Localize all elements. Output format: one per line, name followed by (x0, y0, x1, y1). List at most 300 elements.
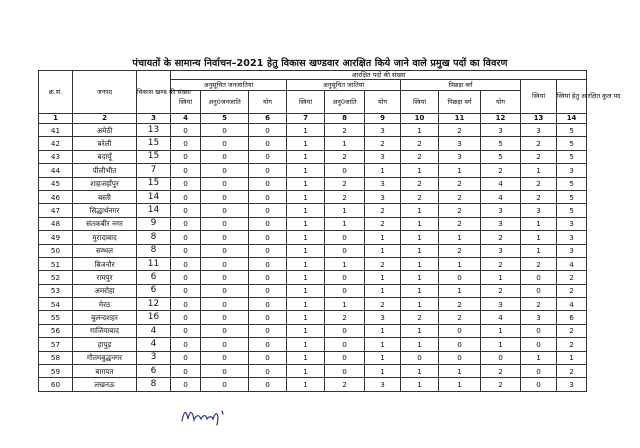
cell-sc-women: 1 (287, 378, 325, 391)
table-row (39, 378, 587, 391)
cell-blocks: 14 (137, 190, 171, 203)
cell-district: मुरादाबाद (73, 231, 137, 244)
table-row (39, 271, 587, 284)
cell-sc-caste: 0 (325, 284, 365, 297)
header-obc-group: पिछड़ा वर्ग (401, 80, 521, 91)
cell-district: सिद्धार्थनगर (73, 204, 137, 217)
cell-obc-women: 1 (401, 324, 439, 337)
cell-sc-women: 1 (287, 137, 325, 150)
cell-obc-total: 0 (481, 351, 521, 364)
cell-blocks: 6 (137, 284, 171, 297)
cell-st-women: 0 (171, 324, 201, 337)
cell-st-women: 0 (171, 365, 201, 378)
table-row (39, 244, 587, 257)
cell-st-tribe: 0 (201, 137, 249, 150)
cell-st-total: 0 (249, 244, 287, 257)
cell-st-total: 0 (249, 257, 287, 270)
cell-sc-women: 1 (287, 311, 325, 324)
cell-sc-women: 1 (287, 284, 325, 297)
cell-women-reserved-total: 6 (557, 311, 587, 324)
cell-women: 0 (521, 284, 557, 297)
cell-blocks: 8 (137, 378, 171, 391)
cell-obc-total: 1 (481, 271, 521, 284)
cell-obc-class: 1 (439, 284, 481, 297)
cell-obc-class: 1 (439, 231, 481, 244)
cell-women: 2 (521, 150, 557, 163)
cell-women: 3 (521, 124, 557, 137)
cell-blocks: 16 (137, 311, 171, 324)
cell-obc-class: 0 (439, 324, 481, 337)
cell-st-women: 0 (171, 217, 201, 230)
cell-women-reserved-total: 2 (557, 271, 587, 284)
cell-st-women: 0 (171, 298, 201, 311)
header-sc-total: योग (365, 91, 401, 114)
header-st-group: अनुसूचित जनजातियां (171, 80, 287, 91)
header-sc-caste: अनु0जाति (325, 91, 365, 114)
cell-women-reserved-total: 5 (557, 137, 587, 150)
cell-st-total: 0 (249, 137, 287, 150)
cell-serial: 41 (39, 124, 73, 137)
cell-obc-women: 1 (401, 378, 439, 391)
cell-sc-total: 1 (365, 284, 401, 297)
cell-sc-total: 3 (365, 177, 401, 190)
cell-obc-class: 0 (439, 351, 481, 364)
cell-women-reserved-total: 5 (557, 177, 587, 190)
cell-st-total: 0 (249, 190, 287, 203)
signature-mark (180, 405, 240, 427)
cell-sc-total: 1 (365, 338, 401, 351)
cell-st-tribe: 0 (201, 190, 249, 203)
cell-sc-caste: 0 (325, 231, 365, 244)
cell-st-tribe: 0 (201, 204, 249, 217)
header-serial: क्र.सं. (39, 71, 73, 114)
cell-serial: 58 (39, 351, 73, 364)
cell-st-tribe: 0 (201, 257, 249, 270)
column-number: 1 (39, 114, 73, 124)
table-row (39, 284, 587, 297)
cell-st-tribe: 0 (201, 298, 249, 311)
column-number: 12 (481, 114, 521, 124)
cell-obc-total: 1 (481, 338, 521, 351)
cell-blocks: 4 (137, 324, 171, 337)
cell-women-reserved-total: 3 (557, 164, 587, 177)
column-number: 5 (201, 114, 249, 124)
cell-sc-total: 1 (365, 231, 401, 244)
cell-obc-women: 1 (401, 298, 439, 311)
cell-women-reserved-total: 1 (557, 351, 587, 364)
cell-women: 0 (521, 271, 557, 284)
cell-st-women: 0 (171, 231, 201, 244)
cell-serial: 52 (39, 271, 73, 284)
cell-serial: 48 (39, 217, 73, 230)
cell-women: 3 (521, 311, 557, 324)
cell-women: 0 (521, 324, 557, 337)
header-st-tribe: अनु0जनजाति (201, 91, 249, 114)
cell-st-tribe: 0 (201, 311, 249, 324)
cell-women-reserved-total: 4 (557, 298, 587, 311)
cell-blocks: 4 (137, 338, 171, 351)
cell-sc-caste: 1 (325, 217, 365, 230)
cell-st-women: 0 (171, 177, 201, 190)
cell-district: गाजियाबाद (73, 324, 137, 337)
cell-st-women: 0 (171, 284, 201, 297)
cell-district: संतकबीर नगर (73, 217, 137, 230)
cell-obc-class: 2 (439, 244, 481, 257)
cell-women-reserved-total: 5 (557, 204, 587, 217)
cell-obc-class: 1 (439, 257, 481, 270)
cell-st-tribe: 0 (201, 271, 249, 284)
cell-serial: 60 (39, 378, 73, 391)
cell-blocks: 12 (137, 298, 171, 311)
cell-women: 1 (521, 217, 557, 230)
cell-obc-class: 2 (439, 177, 481, 190)
cell-blocks: 8 (137, 231, 171, 244)
cell-st-tribe: 0 (201, 338, 249, 351)
cell-obc-class: 1 (439, 164, 481, 177)
header-sc-women: स्त्रियां (287, 91, 325, 114)
cell-serial: 42 (39, 137, 73, 150)
table-row (39, 311, 587, 324)
cell-sc-caste: 0 (325, 351, 365, 364)
cell-sc-caste: 1 (325, 298, 365, 311)
cell-obc-total: 2 (481, 365, 521, 378)
cell-st-women: 0 (171, 124, 201, 137)
cell-obc-women: 1 (401, 204, 439, 217)
column-number: 3 (137, 114, 171, 124)
cell-sc-total: 2 (365, 137, 401, 150)
header-block-count: विकास खण्ड की संख्या (137, 71, 171, 114)
header-obc-total: योग (481, 91, 521, 114)
header-st-total: योग (249, 91, 287, 114)
cell-district: गौतमबुद्धनगर (73, 351, 137, 364)
cell-st-total: 0 (249, 150, 287, 163)
cell-women: 2 (521, 137, 557, 150)
table-row (39, 298, 587, 311)
cell-obc-women: 2 (401, 190, 439, 203)
cell-obc-total: 2 (481, 231, 521, 244)
table-row (39, 365, 587, 378)
cell-st-total: 0 (249, 124, 287, 137)
column-number: 9 (365, 114, 401, 124)
cell-women: 1 (521, 351, 557, 364)
cell-obc-total: 5 (481, 137, 521, 150)
cell-women: 0 (521, 378, 557, 391)
cell-obc-women: 0 (401, 351, 439, 364)
cell-st-total: 0 (249, 271, 287, 284)
cell-women-reserved-total: 5 (557, 190, 587, 203)
cell-district: अमेठी (73, 124, 137, 137)
cell-obc-women: 1 (401, 124, 439, 137)
table-row (39, 351, 587, 364)
cell-obc-total: 4 (481, 177, 521, 190)
cell-sc-total: 3 (365, 124, 401, 137)
cell-serial: 49 (39, 231, 73, 244)
cell-women-reserved-total: 3 (557, 244, 587, 257)
cell-st-tribe: 0 (201, 217, 249, 230)
cell-obc-women: 2 (401, 150, 439, 163)
cell-obc-class: 2 (439, 190, 481, 203)
cell-serial: 50 (39, 244, 73, 257)
cell-women: 1 (521, 164, 557, 177)
cell-obc-class: 2 (439, 204, 481, 217)
cell-obc-class: 1 (439, 378, 481, 391)
cell-st-total: 0 (249, 338, 287, 351)
cell-blocks: 15 (137, 150, 171, 163)
header-women-reserved-total: स्त्रियां हेतु आरक्षित कुल पद (557, 80, 587, 114)
cell-district: बदायूँ (73, 150, 137, 163)
cell-obc-class: 2 (439, 217, 481, 230)
cell-women: 2 (521, 298, 557, 311)
cell-district: शाहजहाँपुर (73, 177, 137, 190)
cell-st-total: 0 (249, 351, 287, 364)
cell-st-women: 0 (171, 150, 201, 163)
cell-obc-class: 3 (439, 137, 481, 150)
cell-blocks: 3 (137, 351, 171, 364)
cell-obc-class: 2 (439, 311, 481, 324)
cell-obc-total: 2 (481, 284, 521, 297)
cell-sc-caste: 2 (325, 378, 365, 391)
cell-st-tribe: 0 (201, 324, 249, 337)
table-row (39, 217, 587, 230)
cell-serial: 56 (39, 324, 73, 337)
cell-blocks: 9 (137, 217, 171, 230)
cell-sc-total: 2 (365, 257, 401, 270)
cell-st-total: 0 (249, 298, 287, 311)
cell-serial: 57 (39, 338, 73, 351)
cell-sc-total: 3 (365, 190, 401, 203)
cell-sc-caste: 0 (325, 324, 365, 337)
cell-sc-total: 1 (365, 365, 401, 378)
cell-sc-caste: 0 (325, 164, 365, 177)
cell-district: पीलीभीत (73, 164, 137, 177)
cell-district: बरेली (73, 137, 137, 150)
cell-sc-women: 1 (287, 351, 325, 364)
cell-sc-total: 1 (365, 164, 401, 177)
cell-st-tribe: 0 (201, 177, 249, 190)
cell-obc-total: 5 (481, 150, 521, 163)
cell-women: 2 (521, 257, 557, 270)
cell-women-reserved-total: 3 (557, 217, 587, 230)
cell-sc-women: 1 (287, 257, 325, 270)
cell-women: 2 (521, 177, 557, 190)
cell-sc-women: 1 (287, 365, 325, 378)
cell-sc-caste: 0 (325, 271, 365, 284)
cell-women-reserved-total: 2 (557, 324, 587, 337)
cell-obc-total: 2 (481, 164, 521, 177)
cell-obc-women: 1 (401, 284, 439, 297)
cell-women-reserved-total: 2 (557, 284, 587, 297)
cell-serial: 47 (39, 204, 73, 217)
cell-women-reserved-total: 3 (557, 231, 587, 244)
cell-obc-women: 2 (401, 137, 439, 150)
cell-sc-caste: 2 (325, 124, 365, 137)
header-st-women: स्त्रियां (171, 91, 201, 114)
cell-obc-women: 1 (401, 231, 439, 244)
cell-obc-class: 0 (439, 338, 481, 351)
cell-obc-women: 1 (401, 365, 439, 378)
cell-blocks: 11 (137, 257, 171, 270)
cell-st-total: 0 (249, 204, 287, 217)
cell-serial: 53 (39, 284, 73, 297)
cell-obc-women: 1 (401, 338, 439, 351)
cell-sc-women: 1 (287, 231, 325, 244)
cell-st-total: 0 (249, 284, 287, 297)
cell-obc-total: 2 (481, 378, 521, 391)
cell-sc-caste: 1 (325, 257, 365, 270)
cell-st-total: 0 (249, 217, 287, 230)
cell-sc-total: 2 (365, 204, 401, 217)
cell-sc-caste: 0 (325, 244, 365, 257)
cell-st-tribe: 0 (201, 231, 249, 244)
header-sc-group: अनुसूचित जातियां (287, 80, 401, 91)
cell-serial: 51 (39, 257, 73, 270)
table-row (39, 231, 587, 244)
cell-women: 1 (521, 244, 557, 257)
cell-st-women: 0 (171, 190, 201, 203)
cell-blocks: 7 (137, 164, 171, 177)
cell-sc-total: 3 (365, 150, 401, 163)
cell-serial: 54 (39, 298, 73, 311)
cell-st-women: 0 (171, 338, 201, 351)
cell-sc-women: 1 (287, 164, 325, 177)
cell-obc-women: 1 (401, 257, 439, 270)
column-number: 11 (439, 114, 481, 124)
table-row (39, 204, 587, 217)
cell-sc-caste: 0 (325, 365, 365, 378)
table-row (39, 164, 587, 177)
header-district: जनपद (73, 71, 137, 114)
table-row (39, 338, 587, 351)
cell-district: बागपत (73, 365, 137, 378)
table-row (39, 137, 587, 150)
cell-district: हापुड़ (73, 338, 137, 351)
cell-obc-class: 2 (439, 124, 481, 137)
cell-obc-total: 2 (481, 257, 521, 270)
cell-women-reserved-total: 5 (557, 124, 587, 137)
cell-st-total: 0 (249, 177, 287, 190)
cell-women-reserved-total: 2 (557, 338, 587, 351)
cell-sc-caste: 1 (325, 137, 365, 150)
cell-district: बस्ती (73, 190, 137, 203)
cell-st-women: 0 (171, 257, 201, 270)
cell-sc-women: 1 (287, 324, 325, 337)
cell-sc-caste: 2 (325, 311, 365, 324)
cell-obc-women: 1 (401, 271, 439, 284)
table-row (39, 257, 587, 270)
column-number: 6 (249, 114, 287, 124)
cell-st-tribe: 0 (201, 244, 249, 257)
cell-district: लखनऊ (73, 378, 137, 391)
cell-blocks: 8 (137, 244, 171, 257)
cell-obc-women: 2 (401, 177, 439, 190)
cell-women-reserved-total: 3 (557, 378, 587, 391)
cell-blocks: 6 (137, 271, 171, 284)
table-row (39, 124, 587, 137)
header-obc-class: पिछड़ा वर्ग (439, 91, 481, 114)
cell-sc-caste: 2 (325, 150, 365, 163)
cell-women: 0 (521, 338, 557, 351)
cell-st-women: 0 (171, 244, 201, 257)
cell-blocks: 14 (137, 204, 171, 217)
cell-st-total: 0 (249, 365, 287, 378)
cell-st-women: 0 (171, 164, 201, 177)
cell-obc-total: 3 (481, 298, 521, 311)
cell-women: 2 (521, 190, 557, 203)
table-row (39, 150, 587, 163)
cell-st-tribe: 0 (201, 124, 249, 137)
document-title: पंचायतों के सामान्य निर्वाचन–2021 हेतु विकास खण्डवार आरक्षित किये जाने वाले प्रमुख पदों का विवरण (132, 58, 508, 69)
table-row (39, 324, 587, 337)
cell-sc-women: 1 (287, 338, 325, 351)
cell-obc-women: 1 (401, 217, 439, 230)
cell-obc-total: 3 (481, 217, 521, 230)
cell-sc-total: 1 (365, 351, 401, 364)
cell-district: बुलन्दशहर (73, 311, 137, 324)
cell-obc-women: 2 (401, 311, 439, 324)
cell-sc-women: 1 (287, 190, 325, 203)
cell-obc-class: 0 (439, 271, 481, 284)
cell-district: सम्भल (73, 244, 137, 257)
column-number: 2 (73, 114, 137, 124)
cell-st-women: 0 (171, 137, 201, 150)
table-row (39, 190, 587, 203)
cell-serial: 43 (39, 150, 73, 163)
cell-sc-caste: 1 (325, 204, 365, 217)
cell-women-reserved-total: 4 (557, 257, 587, 270)
cell-obc-total: 3 (481, 204, 521, 217)
cell-obc-total: 4 (481, 311, 521, 324)
cell-serial: 44 (39, 164, 73, 177)
header-reserved-posts: आरक्षित पदों की संख्या (171, 71, 587, 80)
cell-st-total: 0 (249, 164, 287, 177)
cell-sc-women: 1 (287, 298, 325, 311)
column-number: 4 (171, 114, 201, 124)
table-body (39, 124, 587, 392)
reservation-table (38, 70, 621, 392)
cell-st-tribe: 0 (201, 150, 249, 163)
cell-women-reserved-total: 5 (557, 150, 587, 163)
cell-blocks: 13 (137, 124, 171, 137)
cell-st-tribe: 0 (201, 365, 249, 378)
cell-women: 0 (521, 365, 557, 378)
cell-st-women: 0 (171, 204, 201, 217)
cell-obc-women: 1 (401, 164, 439, 177)
cell-obc-total: 4 (481, 190, 521, 203)
cell-st-tribe: 0 (201, 284, 249, 297)
cell-sc-caste: 0 (325, 338, 365, 351)
cell-sc-women: 1 (287, 177, 325, 190)
cell-women-reserved-total: 2 (557, 365, 587, 378)
cell-st-women: 0 (171, 351, 201, 364)
cell-sc-women: 1 (287, 124, 325, 137)
cell-st-total: 0 (249, 231, 287, 244)
cell-obc-total: 3 (481, 124, 521, 137)
cell-obc-class: 1 (439, 365, 481, 378)
table-row (39, 177, 587, 190)
cell-blocks: 6 (137, 365, 171, 378)
cell-sc-total: 3 (365, 378, 401, 391)
cell-st-tribe: 0 (201, 351, 249, 364)
column-number: 14 (557, 114, 587, 124)
cell-st-tribe: 0 (201, 164, 249, 177)
cell-district: बिजनौर (73, 257, 137, 270)
cell-st-women: 0 (171, 378, 201, 391)
cell-obc-total: 1 (481, 324, 521, 337)
column-number: 13 (521, 114, 557, 124)
cell-women: 1 (521, 231, 557, 244)
header-obc-women: स्त्रियां (401, 91, 439, 114)
cell-obc-total: 3 (481, 244, 521, 257)
